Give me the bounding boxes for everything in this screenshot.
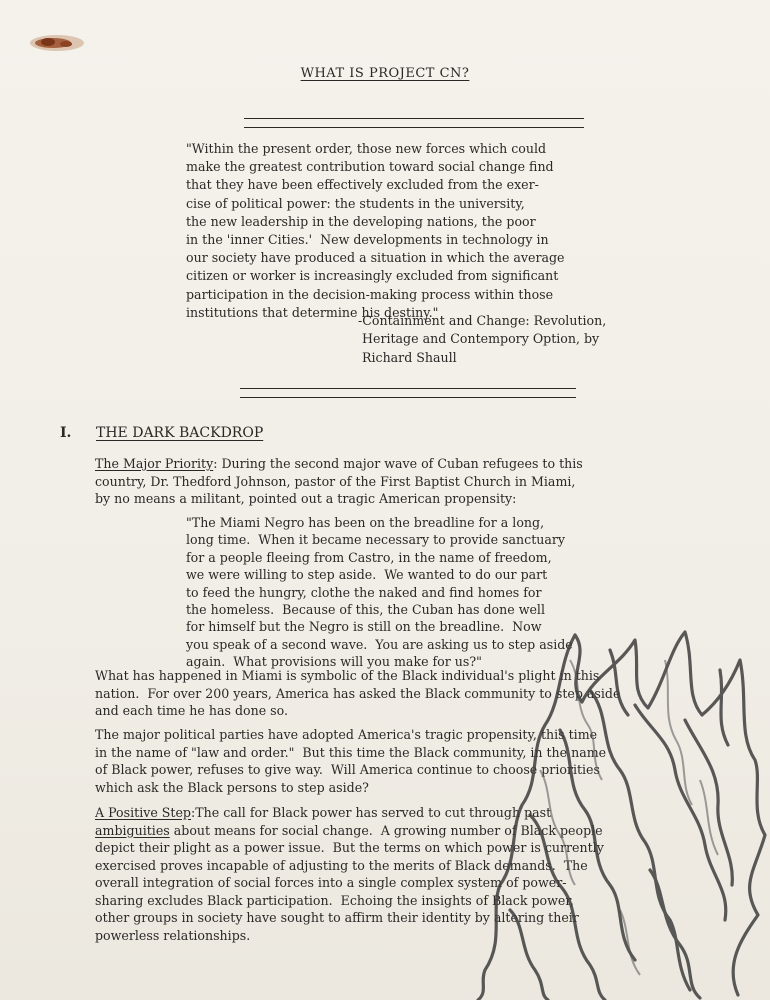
divider bbox=[240, 388, 576, 389]
major-priority-paragraph bbox=[95, 455, 745, 508]
miami-paragraph: What has happened in Miami is symbolic of the Black individual's plight in this nation. For over 200 years, America has asked the Black community to step aside and each time he has done so. bbox=[95, 668, 621, 718]
parties-paragraph: The major political parties have adopted America's tragic propensity, this time in the name of "law and order." But this time the Black community, in the name of Black power, refuses to give way. Will America continue to choose priorities which ask the Black persons to step aside? bbox=[95, 727, 607, 795]
positive-step-first-line: :The call for Black power has served to cut through past bbox=[191, 805, 552, 820]
divider bbox=[240, 397, 576, 398]
flame-stamp bbox=[470, 620, 770, 1000]
divider bbox=[244, 118, 584, 119]
section-title: THE DARK BACKDROP bbox=[96, 425, 264, 441]
quote-attribution: -Containment and Change: Revolution, Heritage and Contempory Option, by Richard Shaull bbox=[358, 313, 607, 365]
section-number: I. bbox=[60, 425, 72, 441]
positive-step-heading: A Positive Step bbox=[95, 805, 191, 820]
miami-quote: "The Miami Negro has been on the breadline for a long, long time. When it became necessary to provide sanctuary for a people fleeing from Castro, in the name of freedom, we were willing to step aside. We wanted to do our part to feed the hungry, clothe the naked and find homes for the homeless. Because of this, the Cuban has done well for himself but the Negro is still on the breadline. Now you speak of a second wave. You are asking us to step aside again. What provisions will you make for us?" bbox=[186, 515, 573, 670]
ambiguities-word: ambiguities bbox=[95, 822, 170, 838]
major-priority-heading: The Major Priority bbox=[95, 456, 214, 471]
divider bbox=[244, 127, 584, 128]
page-title-text: WHAT IS PROJECT CN? bbox=[300, 66, 470, 81]
opening-quote: "Within the present order, those new forces which could make the greatest contribution toward social change find that they have been effectively excluded from the exer- cise of political power: the students in the university, the new leadership in the developing nations, the poor in the 'inner Cities.' New developments in technology in our society have produced a situation in which the average citizen or worker is increasingly excluded from significant participation in the decision-making process within those institutions that determine his destiny." bbox=[186, 141, 565, 320]
rust-stain bbox=[28, 32, 86, 54]
page-title bbox=[0, 66, 770, 81]
positive-step-rest: depict their plight as a power issue. But the terms on which power is currently exercised proves incapable of adjusting to the merits of Black demands. The overall integration of social forces into a single complex system of power- sharing excludes Black participation. Echoing the insights of Black power, other groups in society have sought to affirm their identity by altering their powerless relationships. bbox=[95, 840, 604, 943]
positive-step-second-line: about means for social change. A growing number of Black people bbox=[169, 822, 603, 838]
major-priority-rest: country, Dr. Thedford Johnson, pastor of the First Baptist Church in Miami, by no means a militant, pointed out a tragic American propensity: bbox=[95, 473, 576, 506]
major-priority-first-line: : During the second major wave of Cuban refugees to this bbox=[213, 456, 583, 471]
